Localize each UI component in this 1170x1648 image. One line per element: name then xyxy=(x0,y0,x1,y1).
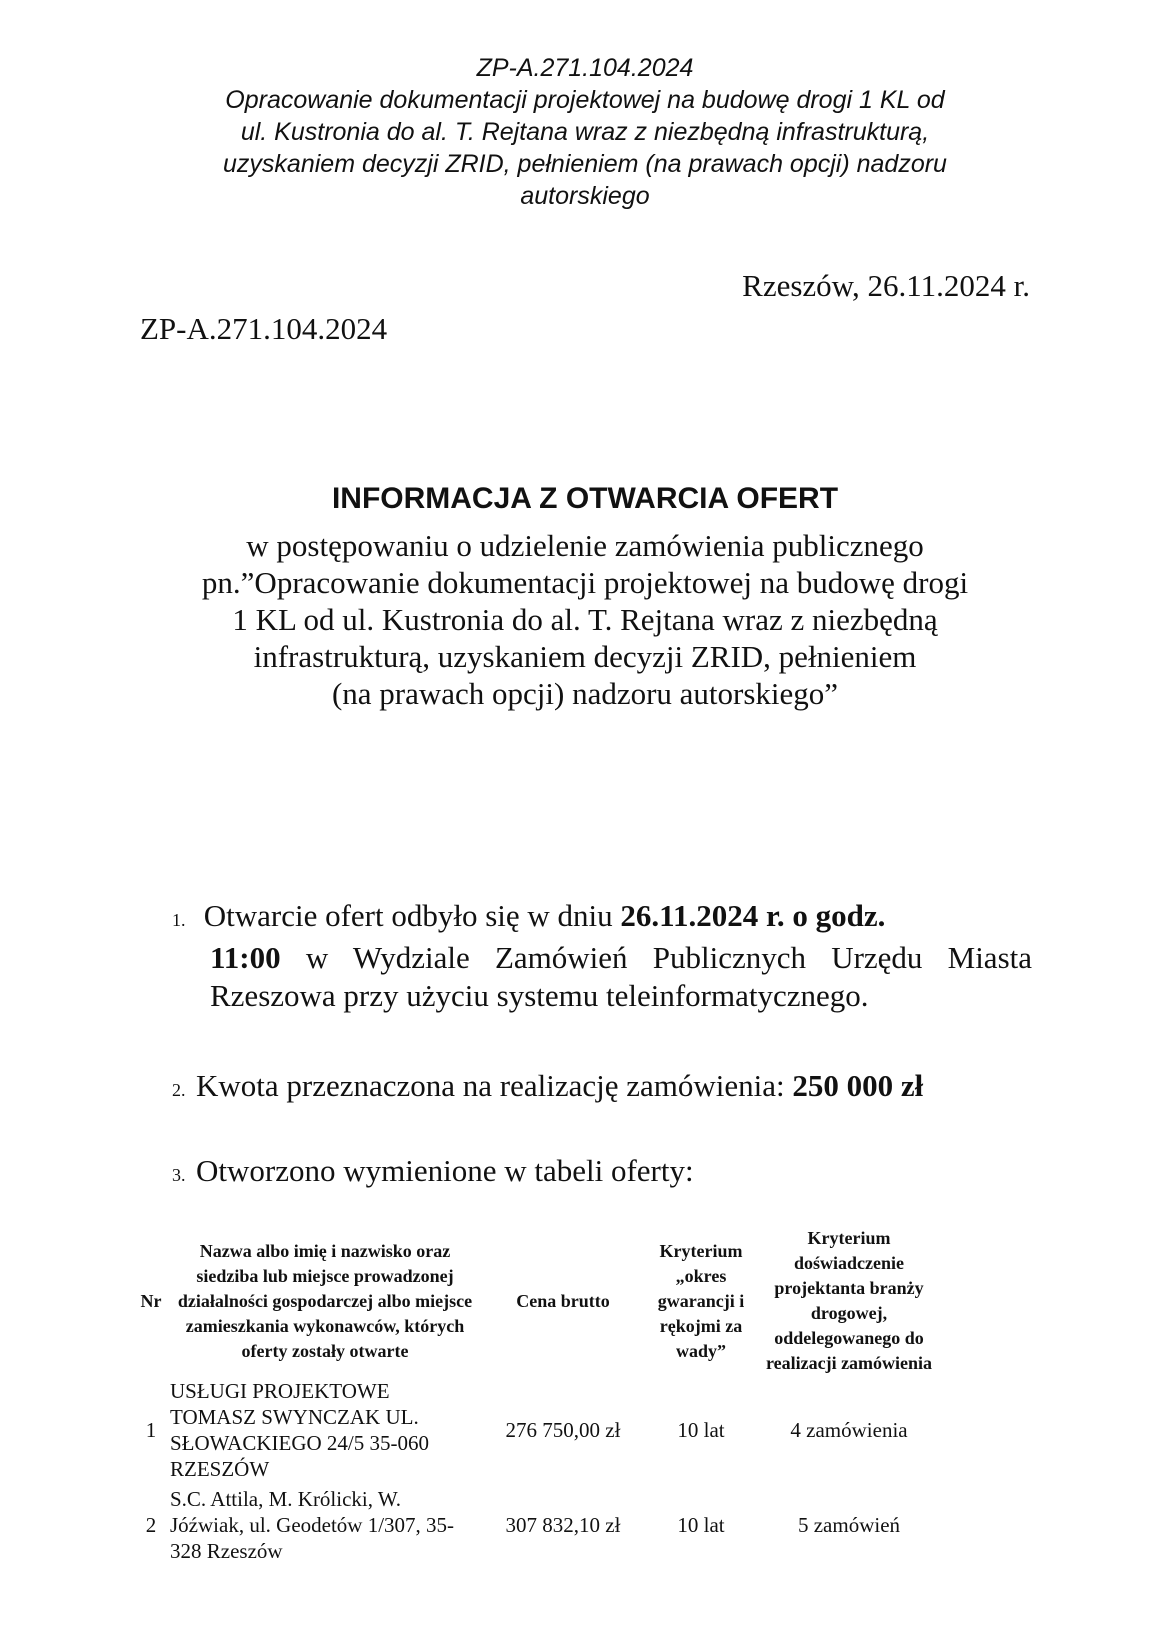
header-title-line: uzyskaniem decyzji ZRID, pełnieniem (na prawach opcji) nadzoru xyxy=(223,150,947,178)
opening-location-text: w Wydziale Zamówień Publicznych Urzędu Miasta Rzeszowa przy użyciu systemu teleinformatycznego. xyxy=(210,940,1032,1013)
cell-price: 307 832,10 zł xyxy=(505,1513,621,1537)
subtitle-line: infrastrukturą, uzyskaniem decyzji ZRID, pełnieniem xyxy=(253,639,917,674)
offers-table xyxy=(136,1226,938,1566)
cell-price: 276 750,00 zł xyxy=(505,1418,621,1442)
header-title-line: ul. Kustronia do al. T. Rejtana wraz z niezbędną infrastrukturą, xyxy=(240,118,930,146)
document-header xyxy=(0,52,1170,212)
list-item-opening xyxy=(172,897,1032,1015)
table-header-row xyxy=(136,1226,938,1376)
opening-text: Otwarcie ofert odbyło się w dniu xyxy=(203,898,621,933)
table-row xyxy=(136,1484,938,1566)
budget-text: Kwota przeznaczona na realizację zamówienia: xyxy=(196,1068,793,1103)
table-row xyxy=(136,1376,938,1484)
header-warranty: Kryterium „okres gwarancji i rękojmi za wady” xyxy=(657,1240,745,1361)
offers-text: Otworzono wymienione w tabeli oferty: xyxy=(196,1153,694,1188)
document-date: Rzeszów, 26.11.2024 r. xyxy=(742,268,1030,303)
list-number: 3. xyxy=(172,1165,186,1185)
subtitle-line: pn.”Opracowanie dokumentacji projektowej na budowę drogi xyxy=(201,565,969,600)
header-ref: ZP-A.271.104.2024 xyxy=(476,54,694,82)
cell-experience: 5 zamówień xyxy=(797,1513,901,1537)
cell-warranty: 10 lat xyxy=(677,1513,725,1537)
opening-time: 11:00 xyxy=(210,940,281,975)
reference-number: ZP-A.271.104.2024 xyxy=(140,311,388,346)
header-title-line: autorskiego xyxy=(520,182,650,210)
page-title: INFORMACJA Z OTWARCIA OFERT xyxy=(331,482,839,515)
header-title-line: Opracowanie dokumentacji projektowej na budowę drogi 1 KL od xyxy=(225,86,945,114)
opening-date: 26.11.2024 r. o godz. xyxy=(620,898,886,933)
subtitle-line: (na prawach opcji) nadzoru autorskiego” xyxy=(331,676,839,711)
cell-experience: 4 zamówienia xyxy=(790,1418,908,1442)
list-item-offers xyxy=(172,1152,1032,1194)
cell-name: S.C. Attila, M. Królicki, W. Jóźwiak, ul. Geodetów 1/307, 35-328 Rzeszów xyxy=(170,1487,455,1563)
header-nr: Nr xyxy=(140,1290,162,1311)
cell-warranty: 10 lat xyxy=(677,1418,725,1442)
cell-name: USŁUGI PROJEKTOWE TOMASZ SWYNCZAK UL. SŁOWACKIEGO 24/5 35-060 RZESZÓW xyxy=(170,1379,429,1481)
list-number: 2. xyxy=(172,1080,186,1100)
budget-amount: 250 000 zł xyxy=(792,1068,924,1103)
list-item-budget xyxy=(172,1067,1032,1109)
header-name: Nazwa albo imię i nazwisko oraz siedziba lub miejsce prowadzonej działalności gospodarczej albo miejsce zamieszkania wykonawców, których oferty zostały otwarte xyxy=(177,1240,473,1361)
list-number: 1. xyxy=(172,910,186,930)
header-experience: Kryterium doświadczenie projektanta branży drogowej, oddelegowanego do realizacji zamówienia xyxy=(765,1228,933,1373)
cell-nr: 1 xyxy=(145,1418,157,1442)
cell-nr: 2 xyxy=(145,1513,157,1537)
subtitle-line: w postępowaniu o udzielenie zamówienia publicznego xyxy=(246,528,924,563)
header-price: Cena brutto xyxy=(516,1290,610,1311)
subtitle-line: 1 KL od ul. Kustronia do al. T. Rejtana wraz z niezbędną xyxy=(232,602,938,637)
procedure-description xyxy=(0,527,1170,712)
opening-continuation xyxy=(172,939,1032,1015)
